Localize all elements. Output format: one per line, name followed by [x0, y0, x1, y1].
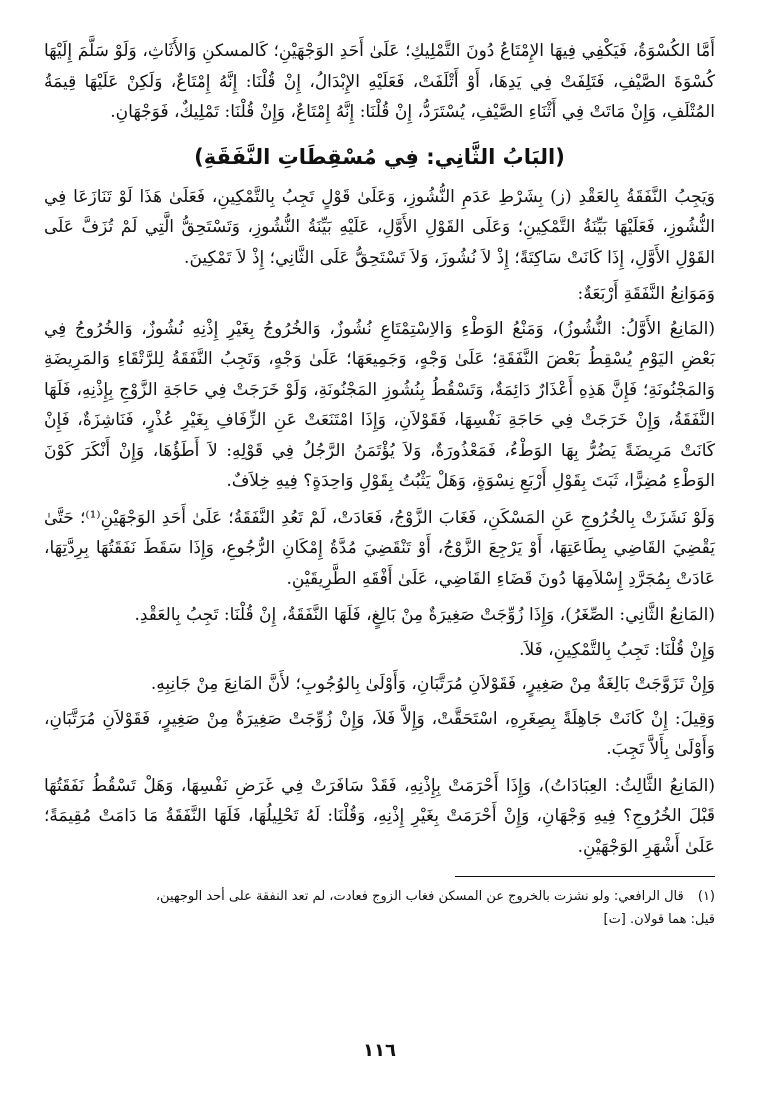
paragraph-third-impediment: (المَانِعُ الثَّالِثُ: العِبَادَاتُ)، وَإِذَا أَحْرَمَتْ بِإِذْنِهِ، فَقَدْ سَافَرَتْ فِي غَرَضِ نَفْسِهَا، وَهَلْ تَسْقُطُ نَفَقَتُهَا قَبْلَ الخُرُوجِ؟ فِيهِ وَجْهَانِ، وَإِنْ أَحْرَمَتْ بِغَيْرِ إِذْنِهِ، وَقُلْنَا: لَهُ تَحْلِيلُهَا، فَلَهَا النَّفَقَةُ مَا دَامَتْ مُقِيمَةً؛ عَلَىٰ أَشْهَرِ الوَجْهَيْنِ.: [44, 775, 715, 857]
footnote-text: قال الرافعي: ولو نشزت بالخروج عن المسكن فغاب الزوج فعادت، لم تعد النفقة على أحد الوجهين،: [155, 889, 684, 904]
paragraph-nushuz-return: وَلَوْ نَشَزَتْ بِالخُرُوجِ عَنِ المَسْكَنِ، فَغَابَ الزَّوْجُ، فَعَادَتْ، لَمْ تَعُدِ النَّفَقَةُ؛ عَلَىٰ أَحَدِ الوَجْهَيْنِ⁽¹⁾؛ حَتَّىٰ يَقْضِيَ القَاضِي بِطَاعَتِهَا، أَوْ يَرْجِعَ الزَّوْجُ، أَوْ تَنْقَضِيَ مُدَّةُ إِمْكَانِ الرُّجُوعِ، وَإِذَا سَقَطَ نَفَقَتُهَا بِرِدَّتِهَا، عَادَتْ بِمُجَرَّدِ إِسْلاَمِهَا دُونَ قَضَاءِ القَاضِي، عَلَىٰ أَفْقَهِ الطَّرِيقَيْنِ.: [44, 507, 715, 589]
paragraph-second-impediment: (المَانِعُ الثَّانِي: الصِّغَرُ)، وَإِذَا زُوِّجَتْ صَغِيرَةٌ مِنْ بَالِغٍ، فَلَهَا النَّفَقَةُ، إِنْ قُلْنَا: تَجِبُ بِالعَقْدِ.: [134, 605, 715, 625]
paragraph-first-impediment: (المَانِعُ الأَوَّلُ: النُّشُوزُ)، وَمَنْعُ الوَطْءِ وَالاِسْتِمْتَاعِ نُشُوزٌ، وَالخُرُوجُ بِغَيْرِ إِذْنِهِ نُشُوزٌ، وَالخُرُوجُ فِي بَعْضِ اليَوْمِ يُسْقِطُ بَعْضَ النَّفَقَةِ؛ عَلَىٰ وَجْهٍ، وَجَمِيعَهَا؛ عَلَىٰ وَجْهٍ، وَتَجِبُ النَّفَقَةُ لِلرَّتْقَاءِ وَالمَرِيضَةِ وَالمَجْنُونَةِ؛ فَإِنَّ هَذِهِ أَعْذَارٌ دَائِمَةٌ، وَتَسْقُطُ بِنُشُوزِ المَجْنُونَةِ، وَلَوْ خَرَجَتْ فِي حَاجَةِ الزَّوْجِ بِإِذْنِهِ، فَلَهَا النَّفَقَةُ، وَإِنْ خَرَجَتْ فِي حَاجَةِ نَفْسِهَا، فَقَوْلاَنِ، وَإِذَا امْتَنَعَتْ عَنِ الزِّفَافِ بِغَيْرِ عُذْرٍ، فَنَاشِزَةٌ، فَإِنْ كَانَتْ مَرِيضَةً يَضُرُّ بِهَا الوَطْءُ، فَمَعْذُورَةٌ، وَلاَ يُؤْتَمَنُ الرَّجُلُ فِي قَوْلِهِ: لاَ أَطَؤُهَا، وَإِنْ أَنْكَرَ كَوْنَ الوَطْءِ مُضِرًّا، ثَبَتَ بِقَوْلِ أَرْبَعِ نِسْوَةٍ، وَهَلْ يَثْبُتُ بِقَوْلِ وَاحِدَةٍ؟ فِيهِ خِلاَفٌ.: [44, 318, 715, 491]
paragraph-impediments-intro: وَمَوَانِعُ النَّفَقَةِ أَرْبَعَةٌ:: [577, 284, 715, 304]
footnote-number: (١): [697, 889, 715, 904]
paragraph-qil: وَقِيلَ: إِنْ كَانَتْ جَاهِلَةً بِصِغَرِهِ، اسْتَحَقَّتْ، وَإِلاَّ فَلاَ، وَإِنْ زُوِّجَتْ صَغِيرَةٌ مِنْ صَغِيرٍ، فَقَوْلاَنِ مُرَتَّبَانِ، وَأَوْلَىٰ بِأَلاَّ تَجِبَ.: [44, 708, 715, 759]
footnote-text-continued: قيل: هما قولان. [ت]: [603, 912, 715, 927]
footnote-divider: [455, 876, 715, 877]
paragraph-adult-minor: وَإِنْ تَزَوَّجَتْ بَالِغَةٌ مِنْ صَغِيرٍ، فَقَوْلاَنِ مُرَتَّبَانِ، وَأَوْلَىٰ بِالوُجُوبِ؛ لأَنَّ المَانِعَ مِنْ جَانِبِهِ.: [150, 674, 715, 694]
page-number: ١١٦: [363, 1040, 396, 1061]
footnote: [44, 885, 715, 931]
paragraph-obligation: وَيَجِبُ النَّفَقَةُ بِالعَقْدِ (ز) بِشَرْطِ عَدَمِ النُّشُوزِ، وَعَلَىٰ قَوْلٍ تَجِبُ بِالتَّمْكِينِ، فَعَلَىٰ هَذَا لَوْ تَنَازَعَا فِي النُّشُوزِ، فَعَلَيْهَا بَيِّنَةُ التَّمْكِينِ؛ وَعَلَى القَوْلِ الأَوَّلِ، عَلَيْهِ بَيِّنَةُ النُّشُوزِ، وَتَسْتَحِقُّ الَّتِي لَمْ تُزَفَّ عَلَى القَوْلِ الأَوَّلِ، إِذَا كَانَتْ سَاكِتَةً؛ إِذْ لاَ نُشُوزَ، وَلاَ تَسْتَحِقُّ عَلَى الثَّانِي؛ إِذْ لاَ تَمْكِينَ.: [44, 186, 715, 268]
opening-paragraph: أَمَّا الكُسْوَةُ، فَيَكْفِي فِيهَا الإِمْتَاعُ دُونَ التَّمْلِيكِ؛ عَلَىٰ أَحَدِ الوَجْهَيْنِ؛ كَالمسكنِ وَالأَثَاثِ، وَلَوْ سَلَّمَ إِلَيْهَا كُسْوَةَ الصَّيْفِ، فَتَلِفَتْ فِي يَدِهَا، أَوْ أَتْلَفَتْ، فَعَلَيْهِ الإِبْدَالُ، إِنْ قُلْنَا: إِنَّهُ إِمْتَاعٌ، وَلَكِنْ عَلَيْهَا قِيمَةُ المُتْلَفِ، وَإِنْ مَاتَتْ فِي أَثْنَاءِ الصَّيْفِ، يُسْتَرَدُّ، إِنْ قُلْنَا: إِنَّهُ إِمْتَاعٌ، وَإِنْ قُلْنَا: تَمْلِيكٌ، فَوَجْهَانِ.: [44, 41, 715, 122]
paragraph-tamkin: وَإِنْ قُلْنَا: تَجِبُ بِالتَّمْكِينِ، فَلاَ.: [519, 639, 715, 660]
chapter-heading: (البَابُ الثَّانِي: فِي مُسْقِطَاتِ النَّفَقَةِ): [194, 144, 565, 169]
